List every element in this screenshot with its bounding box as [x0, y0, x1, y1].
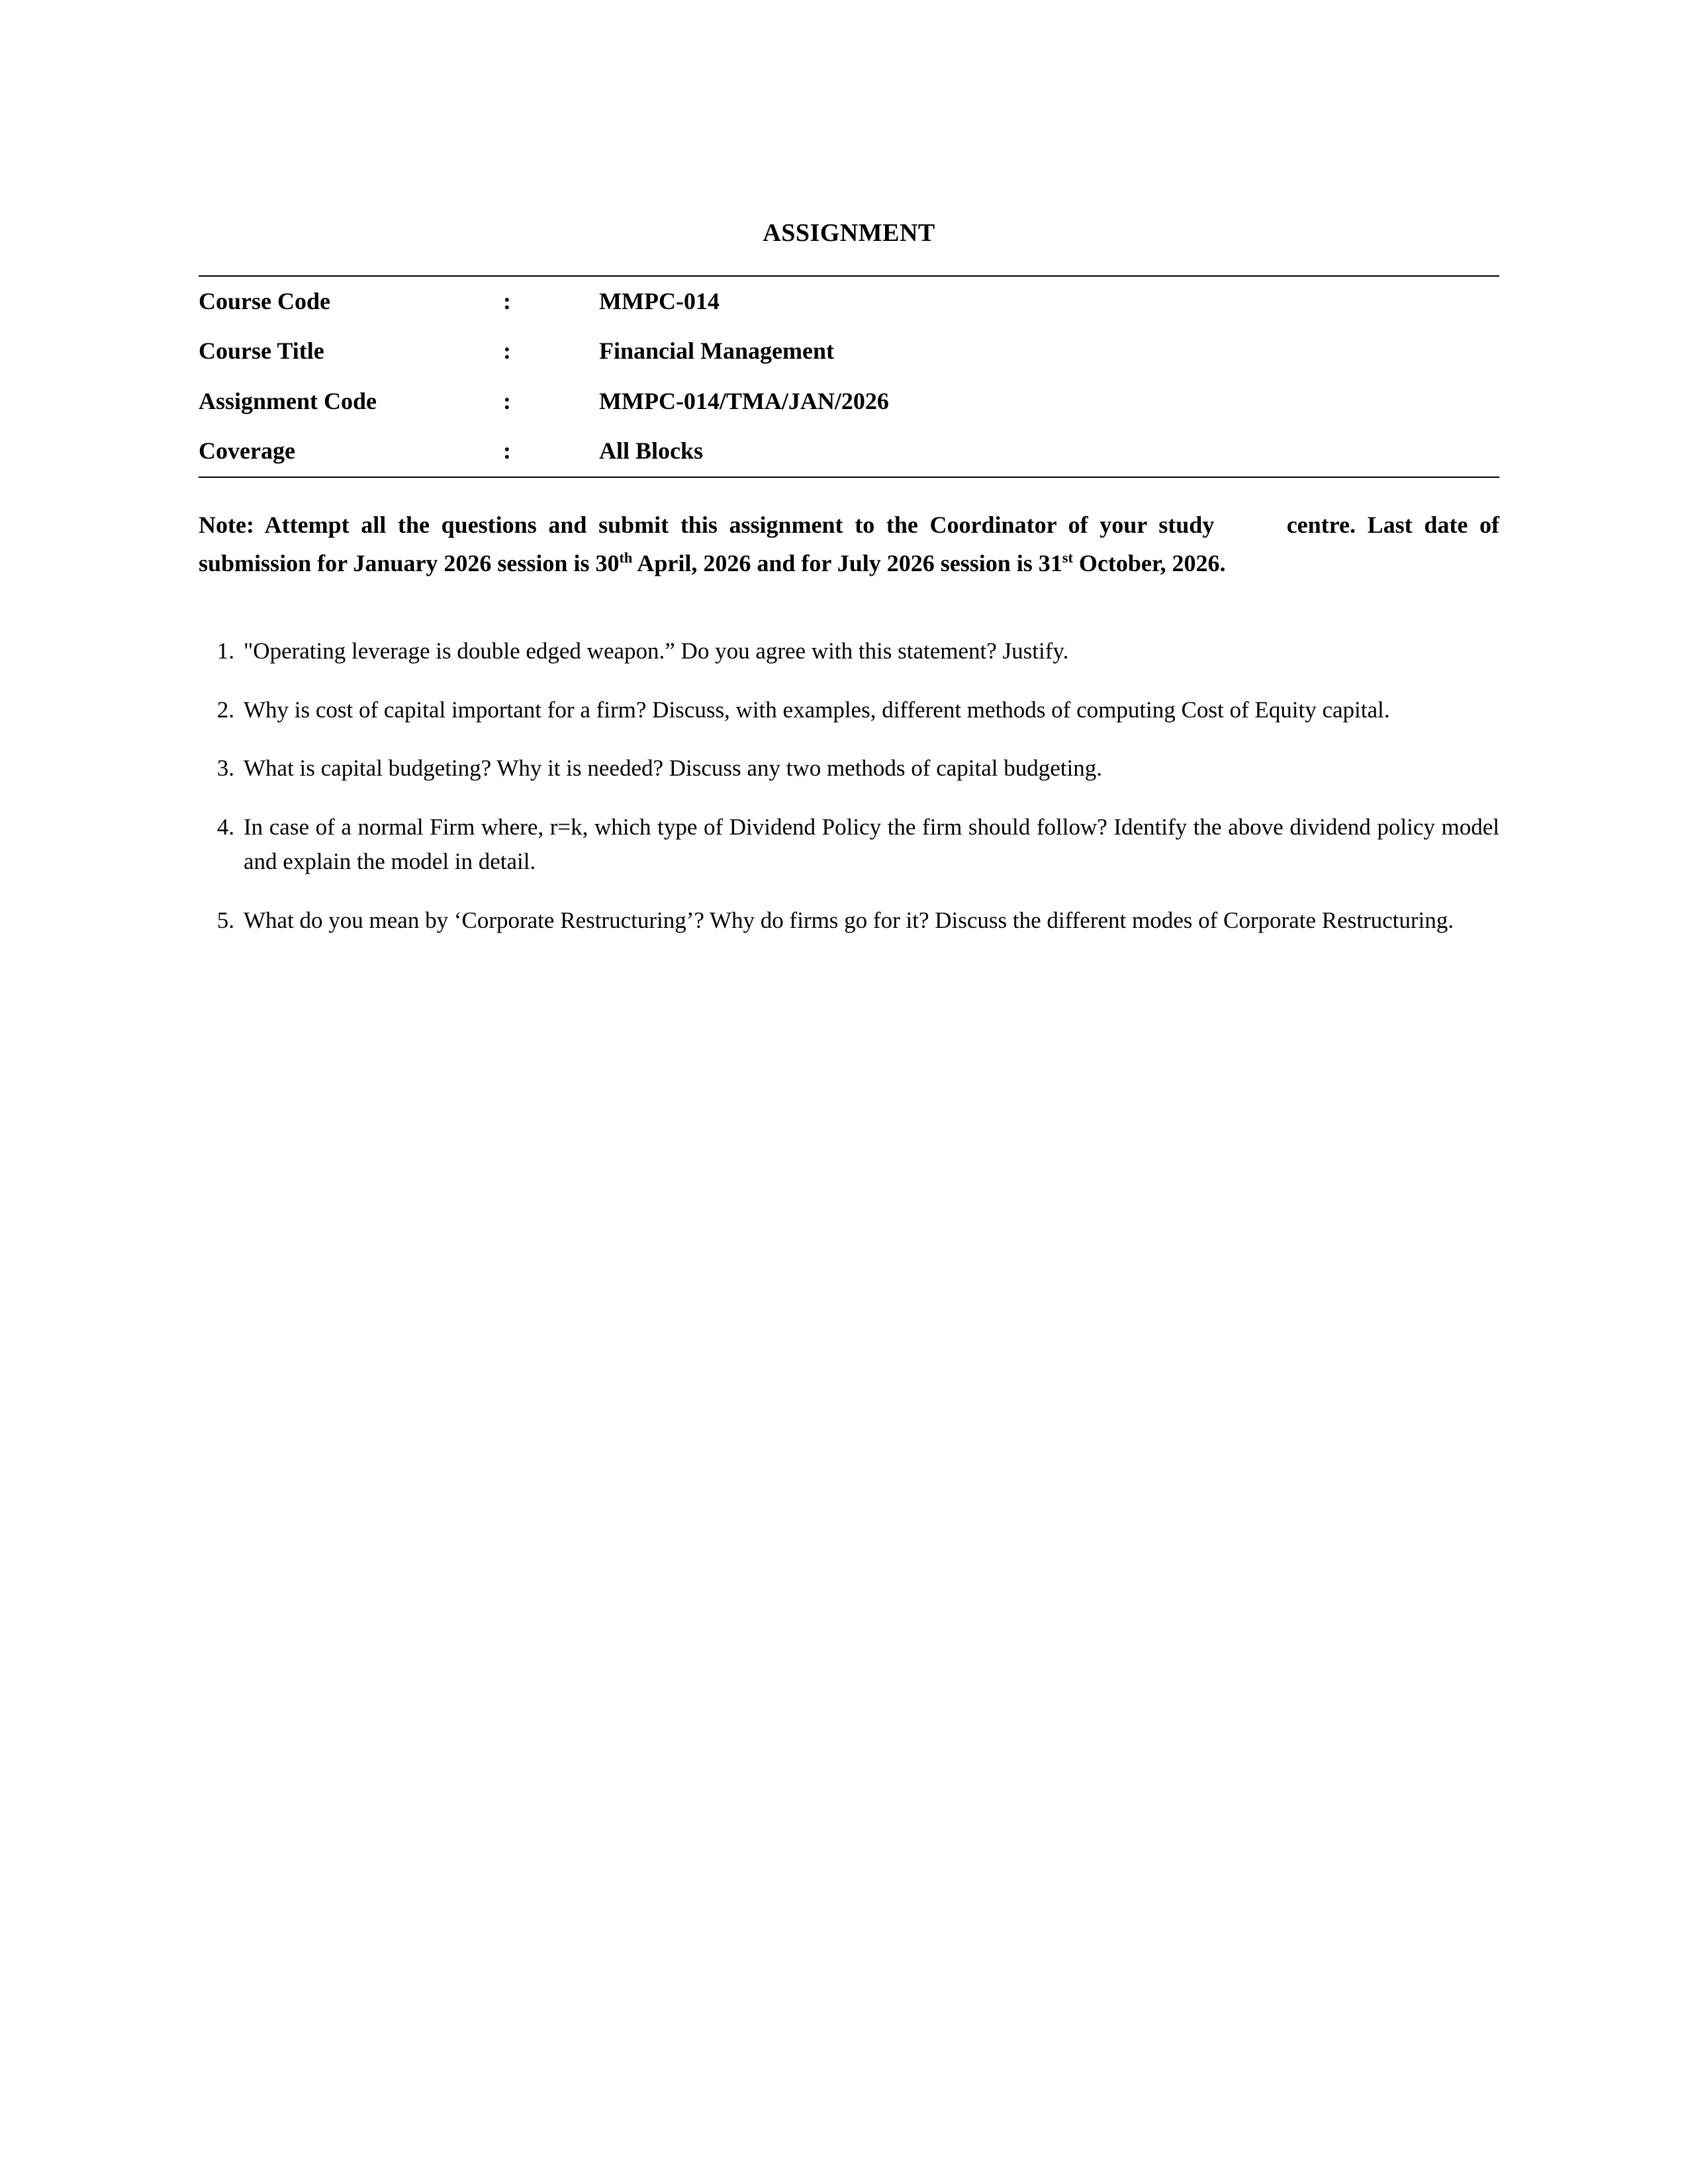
question-number: 2. — [216, 696, 234, 723]
meta-value-assignment-code: MMPC-014/TMA/JAN/2026 — [599, 387, 889, 414]
question-text: Why is cost of capital important for a firm? Discuss, with examples, different methods of computing Cost of Equity capital. — [244, 696, 1390, 723]
meta-label-assignment-code: Assignment Code — [199, 387, 377, 414]
question-number: 5. — [216, 907, 234, 933]
list-item — [199, 903, 1499, 938]
question-number: 4. — [216, 813, 234, 840]
question-number: 3. — [216, 755, 234, 782]
meta-colon: : — [503, 387, 511, 414]
list-item — [199, 693, 1499, 728]
note-line-2-part-b: April, 2026 and for July — [632, 549, 881, 576]
note-ordinal-th: th — [619, 549, 633, 566]
list-item — [199, 751, 1499, 786]
note-line-1: Attempt all the questions and submit this assignment to the Coordinator of your study — [264, 511, 1215, 538]
page-title: ASSIGNMENT — [763, 219, 935, 247]
question-number: 1. — [216, 638, 234, 664]
meta-value-coverage: All Blocks — [599, 437, 704, 465]
list-item — [199, 810, 1499, 880]
list-item — [199, 634, 1499, 669]
question-text: What do you mean by ‘Corporate Restructuring’? Why do firms go for it? Discuss the different modes of Corporate Restructuring. — [244, 907, 1454, 933]
meta-label-course-title: Course Title — [199, 338, 324, 365]
submission-note — [199, 506, 1499, 583]
note-lead-label: Note: — [199, 511, 254, 538]
meta-label-course-code: Course Code — [199, 288, 330, 314]
note-line-3-part-b: October, 2026. — [1072, 549, 1226, 576]
note-line-3-part-a: 2026 session is 31 — [886, 549, 1062, 576]
meta-value-course-code: MMPC-014 — [599, 288, 720, 314]
questions-list — [199, 634, 1499, 938]
note-ordinal-st: st — [1062, 549, 1073, 566]
document-content — [199, 218, 1499, 962]
meta-colon: : — [503, 338, 511, 365]
meta-label-coverage: Coverage — [199, 437, 295, 465]
table-row — [199, 276, 1499, 326]
meta-colon: : — [503, 437, 511, 465]
table-row — [199, 326, 1499, 376]
meta-colon: : — [503, 288, 511, 314]
meta-value-course-title: Financial Management — [599, 338, 834, 365]
note-line-2-part-a: centre. Last date of submission for January 2026 session is 30 — [199, 511, 1500, 576]
table-row — [199, 426, 1499, 477]
question-text: "Operating leverage is double edged weapon.” Do you agree with this statement? Justify. — [244, 638, 1069, 664]
table-row — [199, 377, 1499, 426]
question-text: In case of a normal Firm where, r=k, which type of Dividend Policy the firm should follow? Identify the above dividend policy model and explain the model in detail. — [244, 813, 1499, 875]
course-meta-table — [199, 275, 1499, 478]
question-text: What is capital budgeting? Why it is needed? Discuss any two methods of capital budgeting. — [244, 755, 1102, 782]
